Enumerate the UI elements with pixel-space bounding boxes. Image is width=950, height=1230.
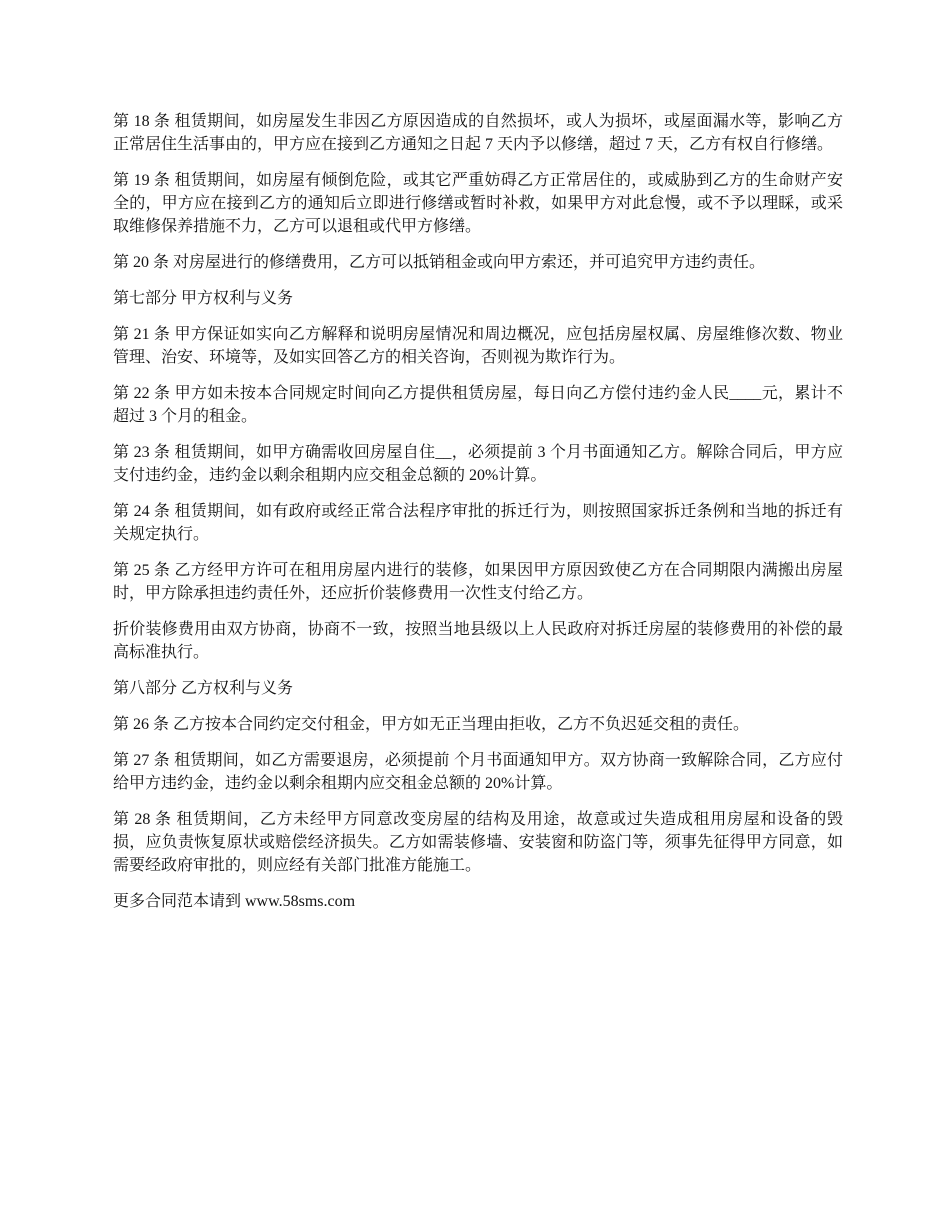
section-heading-part-7: 第七部分 甲方权利与义务 (113, 290, 294, 307)
footer-website-note: 更多合同范本请到 www.58sms.com (113, 893, 356, 910)
article-21: 第 21 条 甲方保证如实向乙方解释和说明房屋情况和周边概况，应包括房屋权属、房屋维修次数、物业管理、治安、环境等，及如实回答乙方的相关咨询，否则视为欺诈行为。 (113, 326, 843, 366)
article-19: 第 19 条 租赁期间，如房屋有倾倒危险，或其它严重妨碍乙方正常居住的，或威胁到乙方的生命财产安全的，甲方应在接到乙方的通知后立即进行修缮或暂时补救，如果甲方对此怠慢，或不予以理睬，或采取维修保养措施不力，乙方可以退租或代甲方修缮。 (113, 172, 843, 235)
document-page (113, 110, 843, 926)
article-28: 第 28 条 租赁期间，乙方未经甲方同意改变房屋的结构及用途，故意或过失造成租用房屋和设备的毁损，应负责恢复原状或赔偿经济损失。乙方如需装修墙、安装窗和防盗门等，须事先征得甲方同意，如需要经政府审批的，则应经有关部门批准方能施工。 (113, 811, 843, 874)
section-heading-part-8: 第八部分 乙方权利与义务 (113, 680, 294, 697)
article-27: 第 27 条 租赁期间，如乙方需要退房，必须提前 个月书面通知甲方。双方协商一致解除合同，乙方应付给甲方违约金，违约金以剩余租期内应交租金总额的 20%计算。 (113, 752, 843, 792)
article-26: 第 26 条 乙方按本合同约定交付租金，甲方如无正当理由拒收，乙方不负迟延交租的责任。 (113, 716, 750, 733)
article-23: 第 23 条 租赁期间，如甲方确需收回房屋自住__，必须提前 3 个月书面通知乙方。解除合同后，甲方应支付违约金，违约金以剩余租期内应交租金总额的 20%计算。 (113, 444, 843, 484)
renovation-compensation-paragraph: 折价装修费用由双方协商，协商不一致，按照当地县级以上人民政府对拆迁房屋的装修费用的补偿的最高标准执行。 (113, 621, 843, 661)
article-22: 第 22 条 甲方如未按本合同规定时间向乙方提供租赁房屋，每日向乙方偿付违约金人民____元，累计不超过 3 个月的租金。 (113, 385, 843, 425)
article-20: 第 20 条 对房屋进行的修缮费用，乙方可以抵销租金或向甲方索还，并可追究甲方违约责任。 (113, 254, 766, 271)
article-25: 第 25 条 乙方经甲方许可在租用房屋内进行的装修，如果因甲方原因致使乙方在合同期限内满搬出房屋时，甲方除承担违约责任外，还应折价装修费用一次性支付给乙方。 (113, 562, 843, 602)
article-18: 第 18 条 租赁期间，如房屋发生非因乙方原因造成的自然损坏，或人为损坏，或屋面漏水等，影响乙方正常居住生活事由的，甲方应在接到乙方通知之日起 7 天内予以修缮，超过 7 天，乙方有权自行修缮。 (113, 113, 843, 153)
article-24: 第 24 条 租赁期间，如有政府或经正常合法程序审批的拆迁行为，则按照国家拆迁条例和当地的拆迁有关规定执行。 (113, 503, 843, 543)
